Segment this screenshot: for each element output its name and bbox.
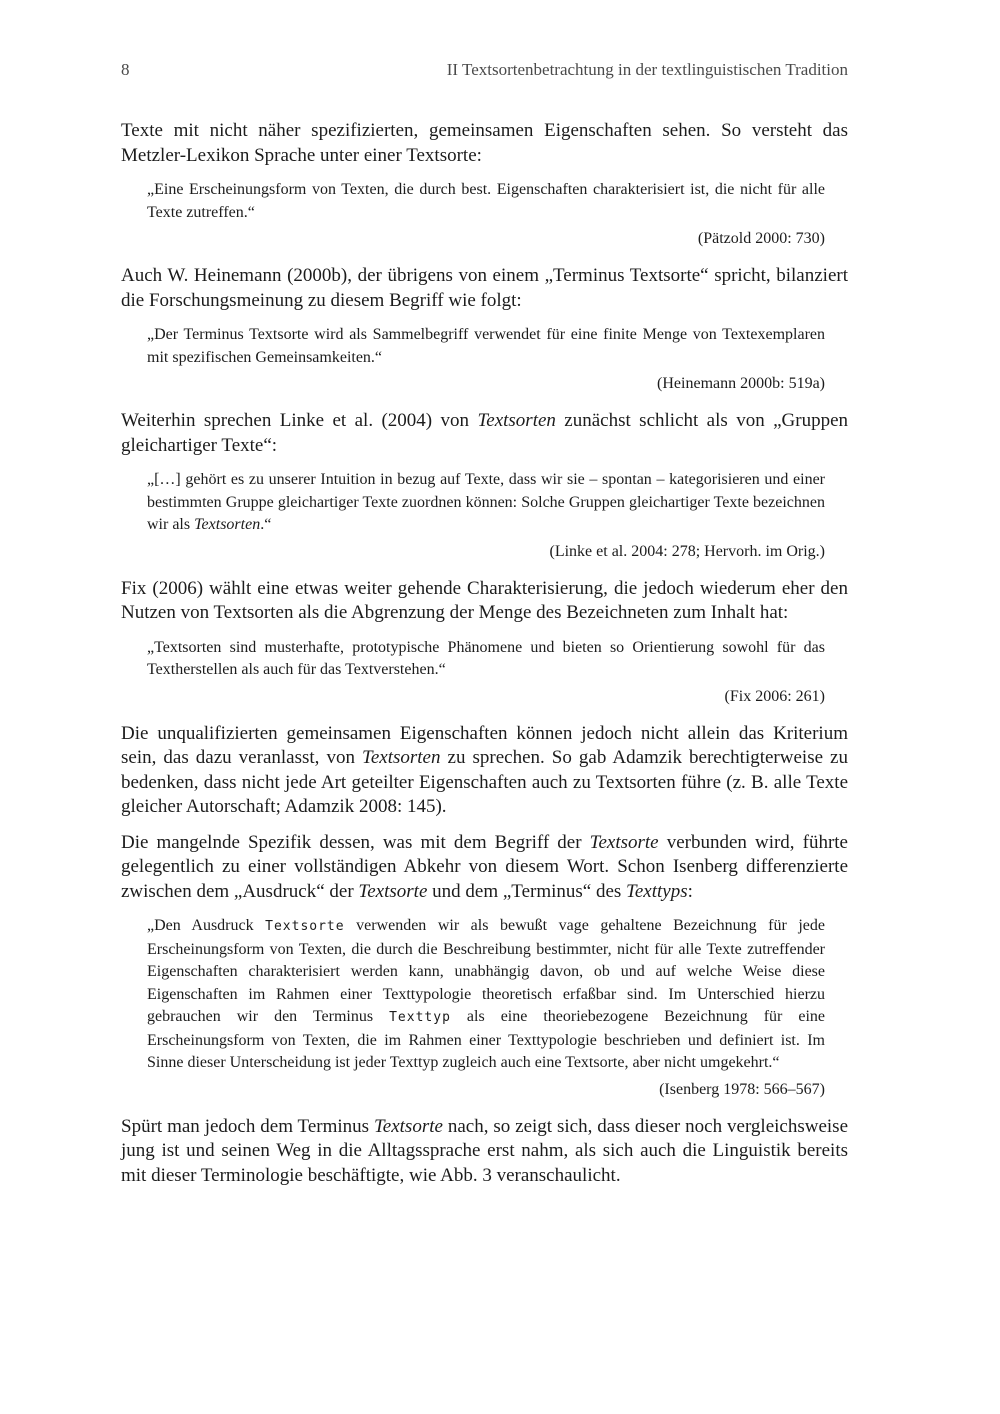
paragraph-6-emphasis-1: Textsorte — [589, 831, 659, 853]
paragraph-6 — [121, 831, 848, 905]
page-header — [121, 60, 848, 84]
citation-linke: (Linke et al. 2004: 278; Hervorh. im Orig.) — [549, 542, 825, 560]
block-quote-isenberg — [147, 915, 825, 1075]
body-text — [121, 119, 848, 1188]
citation-isenberg: (Isenberg 1978: 566–567) — [659, 1080, 825, 1098]
quote-isenberg-term-1: Textsorte — [265, 919, 345, 934]
paragraph-4: Fix (2006) wählt eine etwas weiter gehende Charakterisierung, die jedoch wiederum eher den Nutzen von Textsorten als die Abgrenzung der Menge des Bezeichneten zum Inhalt hat: — [121, 577, 848, 623]
paragraph-5-emphasis: Textsorten — [362, 747, 441, 768]
paragraph-7-emphasis: Textsorte — [373, 1115, 443, 1137]
running-title: II Textsortenbetrachtung in der textlinguistischen Tradition — [446, 60, 848, 79]
quote-isenberg-text-a: „Den Ausdruck — [147, 917, 266, 934]
paragraph-5-text-a: Die unqualifizierten gemeinsamen Eigenschaften können jedoch nicht allein das Kriterium sein, das dazu veranlasst, von — [121, 722, 848, 768]
paragraph-5-text-b: zu sprechen. So gab Adamzik berechtigterweise zu bedenken, dass nicht jede Art geteilter Eigenschaften auch zu Textsorten führe (z. B. alle Texte gleicher Autorschaft; Adamzik 2008: 145). — [121, 747, 848, 817]
citation-heinemann: (Heinemann 2000b: 519a) — [657, 375, 825, 392]
quote-linke-emphasis: Textsorten — [194, 516, 261, 533]
paragraph-7-text-a: Spürt man jedoch dem Terminus — [121, 1115, 374, 1137]
paragraph-7-text-b: nach, so zeigt sich, dass dieser noch vergleichsweise jung ist und seinen Weg in die Alltagssprache erst nahm, als sich auch die Linguistik bereits mit dieser Terminologie beschäftigte, wie Abb. 3 veranschaulicht. — [121, 1115, 849, 1186]
block-quote-linke — [147, 469, 825, 537]
quote-isenberg-text-b: verwenden wir als bewußt vage gehaltene Bezeichnung für jede Erscheinungsform von Texten, die durch die Beschreibung bestimmter, nicht für alle Texte zutreffender Eigenschaften charakterisiert werden kann, unabhängig davon, ob und auf welche Weise diese Eigenschaften im Rahmen einer Texttypologie theoretisch erfaßbar sind. Im Unterschied hierzu gebrauchen wir den Terminus — [147, 917, 826, 1025]
paragraph-3-emphasis: Textsorten — [477, 410, 556, 431]
paragraph-6-text-b: verbunden wird, führte gelegentlich zu einer vollständigen Abkehr von diesem Wort. Schon Isenberg differenzierte zwischen dem „Ausdruck“ der — [121, 831, 848, 902]
paragraph-1: Texte mit nicht näher spezifizierten, gemeinsamen Eigenschaften sehen. So versteht das Metzler-Lexikon Sprache unter einer Textsorte: — [121, 120, 848, 166]
paragraph-5 — [121, 722, 848, 820]
paragraph-7 — [121, 1115, 848, 1189]
quote-linke-text-a: „[…] gehört es zu unserer Intuition in bezug auf Texte, dass wir sie – spontan – kategorisieren und einer bestimmten Gruppe gleichartiger Texte zuordnen können: Solche Gruppen gleichartiger Texte bezeichnen wir als — [147, 471, 825, 533]
paragraph-6-emphasis-3: Texttyps — [626, 880, 688, 902]
paragraph-6-emphasis-2: Textsorte — [358, 880, 428, 902]
page-number: 8 — [121, 60, 130, 79]
citation-fix: (Fix 2006: 261) — [724, 687, 825, 705]
paragraph-2: Auch W. Heinemann (2000b), der übrigens von einem „Terminus Textsorte“ spricht, bilanziert die Forschungsmeinung zu diesem Begriff wie folgt: — [121, 265, 848, 311]
citation-paetzold: (Pätzold 2000: 730) — [697, 230, 825, 247]
block-quote-paetzold: „Eine Erscheinungsform von Texten, die durch best. Eigenschaften charakterisiert ist, die nicht für alle Texte zutreffen.“ — [147, 181, 825, 221]
quote-linke-text-b: .“ — [260, 516, 272, 533]
paragraph-3 — [121, 409, 848, 458]
quote-isenberg-term-2: Texttyp — [389, 1010, 451, 1025]
block-quote-fix: „Textsorten sind musterhafte, prototypische Phänomene und bieten so Orientierung sowohl für das Textherstellen als auch für das Textverstehen.“ — [147, 638, 825, 678]
paragraph-6-text-d: : — [687, 880, 693, 902]
paragraph-3-text-a: Weiterhin sprechen Linke et al. (2004) von — [121, 410, 478, 431]
quote-isenberg-text-c: als eine theoriebezogene Bezeichnung für eine Erscheinungsform von Texten, die im Rahmen einer Texttypologie beschrieben und definiert ist. Im Sinne dieser Unterscheidung ist jeder Texttyp zugleich auch eine Textsorte, aber nicht umgekehrt.“ — [147, 1008, 826, 1071]
paragraph-6-text-c: und dem „Terminus“ des — [427, 880, 627, 902]
paragraph-6-text-a: Die mangelnde Spezifik dessen, was mit dem Begriff der — [121, 831, 590, 853]
paragraph-3-text-b: zunächst schlicht als von „Gruppen gleichartiger Texte“: — [121, 410, 849, 456]
block-quote-heinemann: „Der Terminus Textsorte wird als Sammelbegriff verwendet für eine finite Menge von Textexemplaren mit spezifischen Gemeinsamkeiten.“ — [147, 326, 825, 366]
